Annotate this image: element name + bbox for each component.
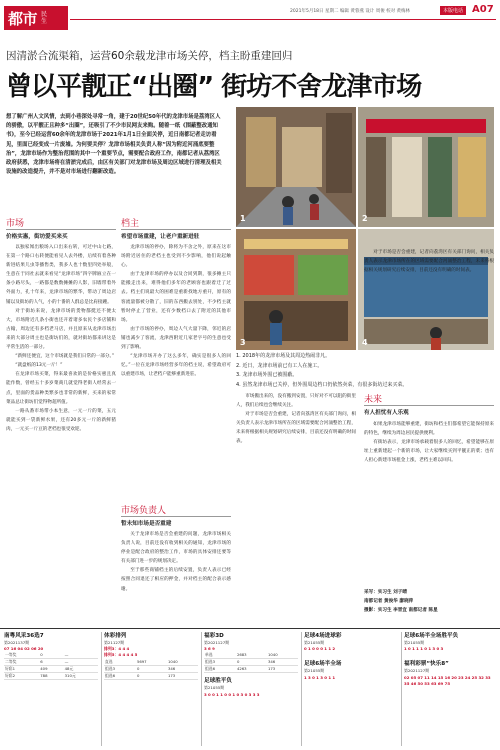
col1-rule — [6, 229, 116, 230]
prize-table — [204, 652, 298, 673]
paragraph: 由于龙津市场的停办以及合同到期，很多摊主只能搬走出来，难得他们多年的老顾客也跟着迁了过去。档主们说最大的困难是重新找地方重开，原有的客流量都被分散了，旧的东西搬去别处，不少档主就暂时停止了营业，还有少数档口去了附近的其他市场。 — [121, 272, 231, 323]
section-tag: 民生 — [41, 11, 48, 25]
table-row: 一等奖 0 — — [4, 652, 98, 659]
lottery-football-halffull — [404, 632, 496, 746]
lead-paragraph: 想了解广州人文风情，去到小巷深处寻常一角，建于20世纪50年代的龙津市场是荔湾区人的骄傲，以平靓正且种多“出圈”，还吸引了不少市民网友来购。随着一纸《围蔽整改通知书》，至今已经运营60余年的龙津市场于2021年1月1日全面关停，近日南都记者走访看见，里面已经变成一片废墟。为何要关停？龙津市场相关负责人称“因为附近河涌底要整治”，龙津市场作为整治范围的其中一个重要节点，需要配合政府工作，南都记者从荔湾区政府获悉，龙津市场将在清淤完成后，由区有关部门对龙津市场及周边区域进行清理及相关设施的改造提升，并不是对市场进行翻新改造。 — [6, 114, 222, 176]
lottery-numbers: 1 3 0 1 3 0 1 1 — [304, 674, 336, 680]
lottery-title: 体彩排列 — [104, 633, 127, 639]
paragraph: 如果龙津市场能够重建，街坊和档主们都希望它能保持原来的特色，继续为周边居民提供便利。 — [364, 422, 494, 437]
col1-heading: 市场 — [6, 219, 25, 229]
paragraph: 在龙津市场买菜，得来最喜欢的是价格实惠且真能作数，曾经五十多岁菜商几就觉得老街人经常去一点，里面的货品种类繁多也非常的新鲜，买来的家常菜品总让街坊们觉得物超所值。 — [6, 372, 116, 405]
lottery-divider — [201, 632, 202, 746]
lottery-title: 福彩3D — [204, 633, 224, 639]
lottery-numbers: 3 0 0 1 1 0 0 1 0 3 0 3 3 3 — [204, 691, 260, 697]
col3-body — [236, 392, 356, 624]
paragraph: 由于市场的停办，周边人气大量下降，邻近的店铺也减少了客流，龙津西附近几家老字号的生意也受到了影响。 — [121, 326, 231, 351]
col4-top-body — [364, 248, 494, 388]
col2-rule — [121, 229, 231, 230]
paragraph: 对于市场是否会重建，记者向荔湾区有关部门询问，相关负责人表示龙津市场所在的区域需要配合河涌整治工程，未来将根据相关规划研究后续安排，目前还没有明确的时间表。 — [236, 412, 356, 445]
paragraph: 对于市场是否会重建，记者向荔湾区有关部门询问，相关负责人表示龙津市场所在的区域需要配合河涌整治工程，未来将根据相关规划研究后续安排，目前还没有明确的时间表。 — [364, 250, 494, 274]
col4-heading: 未来 — [364, 395, 383, 405]
col2-rule-2 — [121, 516, 231, 517]
col2-heading: 档主 — [121, 219, 140, 229]
lottery-issue: 第21055期 — [204, 685, 225, 691]
lottery-pailie — [104, 632, 198, 746]
paragraph: “龙津市场开办了这么多年，确实是很多人的回忆。”一位在龙津市场经营多年的档主说，希望政府可以重建市场，让老档户能够重新进驻。 — [121, 354, 231, 378]
lottery-title: 足球胜平负 — [204, 678, 232, 685]
table-row: 组选6 0 173 — [104, 672, 198, 679]
byline-reporters: 南都记者 黄俊华 廖晓萍 — [364, 599, 414, 605]
paragraph: 关于龙津市场是否会重建的问题，龙津市场相关负责人说，目前还没有收到相关的通知，龙津市场的停业是配合政府的整治工作，市场的具体安排还要等有关部门进一步的规划决定。 — [121, 532, 231, 565]
prize-table — [104, 659, 198, 680]
svg-text:3: 3 — [240, 338, 246, 347]
table-row: 组选6 4263 173 — [204, 666, 298, 673]
paragraph: 一路从番市场带小本生意，一元一斤的菜，五元就能买到一袋新鲜水果，还有20多元一斤的新鲜猪肉，一元买一斤豆的老档也很受欢迎。 — [6, 408, 116, 432]
header-tag: 本版电话 — [440, 6, 466, 15]
col4-subhead: 有人担忧有人乐观 — [364, 410, 409, 416]
byline-photographers: 摄影：实习生 李晋宜 南都记者 陈星 — [364, 608, 438, 614]
col2-heading-2: 市场负责人 — [121, 506, 167, 516]
header-rule — [70, 19, 496, 20]
photo-caption: 1. 2018年的龙津市场及其周边热闹非凡。 — [236, 353, 331, 359]
brand-name: 都市 — [8, 9, 38, 28]
paragraph: 龙津市场的停办，除将为不舍之外，原来在这市场附近居住的老档主也受到不少影响，他们说起触心。 — [121, 245, 231, 269]
lottery-numbers: 1 0 1 1 1 0 1 3 0 3 — [404, 646, 444, 652]
paragraph: 对于街坊来说，龙津市场的货物都挺还不便太大，市场附近几条小街也还开着诸多农民个多店铺和古翰，周边还有多档老马店，并且原来从龙津市场出来的大部分周主也是街坊们的，就对街坊都来讲这是平常生活的一部分。 — [6, 308, 116, 351]
photo-caption: 4. 虽然龙津市场已关停，但外围周边档口仍依然卖菜，有很多街坊过来买菜。 — [236, 381, 408, 388]
col2-body — [121, 243, 231, 501]
table-row: 组选3 0 346 — [204, 659, 298, 666]
lottery-issue: 第21127期 — [104, 640, 125, 645]
prize-table — [4, 652, 98, 680]
lottery-numbers: 07 16 04 02 06 20 — [4, 646, 44, 652]
lottery-issue: 第2021127期 — [404, 668, 430, 674]
lottery-numbers: 3 6 9 — [204, 646, 215, 652]
lottery-divider — [101, 632, 102, 746]
paragraph: 至于那些商铺档主的后续安置，负责人表示已经按照合同退还了相应的押金，并对档主的配合表示感谢。 — [121, 568, 231, 592]
photo-caption: 2. 近日，龙津市场前已有工人在施工。 — [236, 362, 323, 369]
col2-subhead: 希望市场重建，让老户重新进驻 — [121, 234, 200, 240]
page-number: A07 — [472, 4, 494, 15]
lottery-issue: 第2021137期 — [4, 640, 30, 645]
lottery-36x7 — [4, 632, 98, 746]
table-row: 单选 2683 1040 — [204, 652, 298, 659]
paragraph: 市场搬出来的，没有搬到安置，只好对不可以阻的街里人，我们后续也会继续关注。 — [236, 394, 356, 409]
lottery-divider — [401, 632, 402, 746]
byline — [364, 588, 494, 624]
paragraph: “新鲜还便宜，这个市场就是我们日常的一部分。” — [15, 354, 115, 360]
lottery-title: 南粤风采36选7 — [4, 633, 44, 639]
lottery-title: 福利彩票“快乐8” — [404, 661, 449, 668]
lottery-issue: 第2021127期 — [204, 640, 230, 645]
main-headline: 曾以平靓正“出圈” 街坊不舍龙津市场 — [6, 72, 422, 102]
header-meta: 2021年5月18日 星期二 编辑 黄蓉燕 设计 周俊 校对 黄梅林 — [290, 9, 411, 14]
col2-body-2 — [121, 530, 231, 624]
table-row: 好彩2 788 310元 — [4, 673, 98, 680]
table-row: 直选 5697 1040 — [104, 659, 198, 666]
lottery-numbers: 排列3：4 4 4 — [104, 646, 130, 652]
lottery-numbers: 0 1 0 0 0 1 1 2 — [304, 646, 336, 652]
byline-writer: 采写：实习生 刘子晴 — [364, 590, 407, 595]
col1-body — [6, 243, 116, 623]
lottery-title: 足球6场半全场胜平负 — [404, 633, 459, 639]
lottery-numbers: 排列5：4 4 4 4 5 — [104, 652, 138, 658]
kicker-headline: 因清淤合流渠箱，运营60余载龙津市场关停，档主盼重建回归 — [6, 50, 293, 62]
lottery-issue: 第21055期 — [304, 640, 325, 645]
col4-body — [364, 420, 494, 580]
paragraph: 以独家闻出粮场入口出来右转，可过中山七路，在第一个路口右转便能看见人去外楼，后续有着各种新进结果儿虫等播售类，我多人也十数里四处举般，生意在于同社去就来看见“龙津市场”四字牌匾立在一条小路尽头，一路都是数数摊摊的人影，旧墙带着外外面力，孔十年来，龙津市场的繁华，带动了周边店铺以及街坊的人气，小的十番的人群总是比肩接踵。 — [6, 245, 116, 305]
col1-subhead: 价格实惠，街坊爱买来买 — [6, 234, 68, 240]
brand-logo — [4, 6, 68, 30]
photo-caption: 3. 龙津市场外围已被围蔽。 — [236, 372, 298, 379]
svg-text:1: 1 — [240, 214, 246, 223]
page-header — [0, 0, 500, 34]
lottery-issue: 第21055期 — [304, 668, 325, 674]
lottery-issue: 第21055期 — [404, 640, 425, 645]
lottery-title: 足球4场进球彩 — [304, 633, 342, 639]
lottery-numbers: 02 05 07 11 14 15 16 20 23 24 25 32 33 35 46 50 53 63 69 75 — [404, 674, 491, 686]
lottery-divider — [301, 632, 302, 746]
paragraph: 有街坊表示，龙津市场承载着很多人的回忆，希望能够在原址上重新建起一个新的市场，让大家继续买到平靓正的菜；也有人担心新建市场租金上涨，老档主难以回归。 — [364, 440, 494, 464]
table-row: 二等奖 6 — — [4, 659, 98, 666]
svg-text:4: 4 — [362, 338, 368, 347]
lottery-3d — [204, 632, 298, 746]
lottery-rule — [0, 628, 500, 629]
col4-rule — [364, 405, 494, 406]
table-row: 好彩1 409 48元 — [4, 666, 98, 673]
lottery-title: 足球6场半全场 — [304, 661, 342, 668]
col2-subhead-2: 暂未知市场是否重建 — [121, 521, 172, 527]
lottery-football-goals — [304, 632, 398, 746]
paragraph: “就盘纸的13元一斤！” — [15, 363, 63, 369]
table-row: 组选3 0 346 — [104, 665, 198, 672]
svg-text:2: 2 — [362, 214, 368, 223]
